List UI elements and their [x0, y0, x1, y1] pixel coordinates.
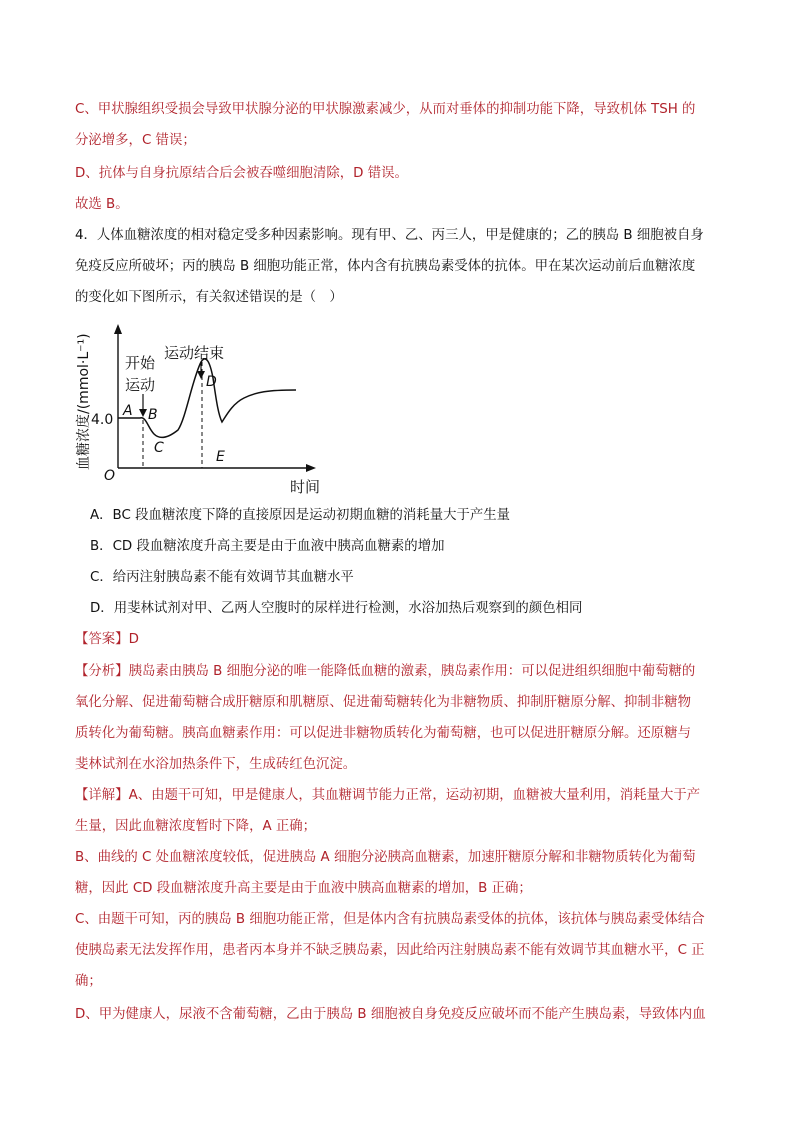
- detail-line: [75, 786, 700, 806]
- point-label-d: D: [206, 374, 217, 390]
- question-stem-line: 4．人体血糖浓度的相对稳定受多种因素影响。现有甲、乙、丙三人，甲是健康的；乙的胰岛 B 细胞被自身: [75, 228, 704, 243]
- analysis-text: 胰岛素由胰岛 B 细胞分泌的唯一能降低血糖的激素，胰岛素作用：可以促进组织细胞中葡萄糖的: [128, 664, 696, 679]
- text-line: D、抗体与自身抗原结合后会被吞噬细胞清除，D 错误。: [75, 166, 408, 181]
- text-line: C、甲状腺组织受损会导致甲状腺分泌的甲状腺激素减少，从而对垂体的抑制功能下降，导致机体 TSH 的: [75, 102, 696, 117]
- detail-line: 使胰岛素无法发挥作用，患者丙本身并不缺乏胰岛素，因此给丙注射胰岛素不能有效调节其血糖水平，C 正: [75, 943, 705, 958]
- question-stem-line: 免疫反应所破坏；丙的胰岛 B 细胞功能正常，体内含有抗胰岛素受体的抗体。甲在某次运动前后血糖浓度: [75, 259, 696, 274]
- text-line: 故选 B。: [75, 197, 129, 212]
- detail-line: 糖，因此 CD 段血糖浓度升高主要是由于血液中胰高血糖素的增加，B 正确；: [75, 881, 532, 896]
- x-axis-arrow: [306, 464, 316, 472]
- point-label-b: B: [148, 407, 158, 423]
- answer-line: [75, 630, 139, 650]
- answer-value: D: [128, 632, 139, 647]
- detail-line: 生量，因此血糖浓度暂时下降，A 正确；: [75, 819, 317, 834]
- text-line: 分泌增多，C 错误；: [75, 133, 196, 148]
- origin-label: O: [104, 468, 116, 484]
- detail-line: 确；: [75, 974, 102, 989]
- option-c: C．给丙注射胰岛素不能有效调节其血糖水平: [90, 570, 354, 585]
- y-tick-label: 4.0: [91, 412, 114, 428]
- annot-start-1: 开始: [125, 354, 156, 372]
- detail-label: 【详解】: [75, 788, 129, 803]
- detail-text: A、由题干可知，甲是健康人，其血糖调节能力正常，运动初期，血糖被大量利用，消耗量大于产: [128, 788, 701, 803]
- detail-line: B、曲线的 C 处血糖浓度较低，促进胰岛 A 细胞分泌胰高血糖素，加速肝糖原分解和非糖物质转化为葡萄: [75, 850, 696, 865]
- y-axis-arrow: [114, 324, 122, 334]
- option-a: A．BC 段血糖浓度下降的直接原因是运动初期血糖的消耗量大于产生量: [90, 508, 511, 523]
- detail-line: C、由题干可知，丙的胰岛 B 细胞功能正常，但是体内含有抗胰岛素受体的抗体，该抗体与胰岛素受体结合: [75, 912, 705, 927]
- point-label-e: E: [216, 449, 225, 465]
- point-label-c: C: [154, 440, 164, 456]
- answer-label: 【答案】: [75, 632, 129, 647]
- annot-start-2: 运动: [125, 376, 156, 394]
- option-b: B．CD 段血糖浓度升高主要是由于血液中胰高血糖素的增加: [90, 539, 445, 554]
- option-d: D．用斐林试剂对甲、乙两人空腹时的尿样进行检测，水浴加热后观察到的颜色相同: [90, 601, 583, 616]
- analysis-line: 斐林试剂在水浴加热条件下，生成砖红色沉淀。: [75, 757, 357, 772]
- annot-end: 运动结束: [164, 344, 225, 362]
- question-stem-line: 的变化如下图所示，有关叙述错误的是（ ）: [75, 290, 343, 305]
- analysis-line: [75, 662, 695, 682]
- point-label-a: A: [123, 403, 133, 419]
- x-axis-label: 时间: [290, 478, 321, 496]
- analysis-label: 【分析】: [75, 664, 129, 679]
- y-axis-label: 血糖浓度/(mmol·L⁻¹): [76, 333, 92, 470]
- blood-glucose-figure: [68, 318, 328, 500]
- analysis-line: 质转化为葡萄糖。胰高血糖素作用：可以促进非糖物质转化为葡萄糖，也可以促进肝糖原分解。还原糖与: [75, 726, 691, 741]
- analysis-line: 氧化分解、促进葡萄糖合成肝糖原和肌糖原、促进葡萄糖转化为非糖物质、抑制肝糖原分解、抑制非糖物: [75, 695, 691, 710]
- detail-line: D、甲为健康人，尿液不含葡萄糖，乙由于胰岛 B 细胞被自身免疫反应破坏而不能产生胰岛素，导致体内血: [75, 1007, 706, 1022]
